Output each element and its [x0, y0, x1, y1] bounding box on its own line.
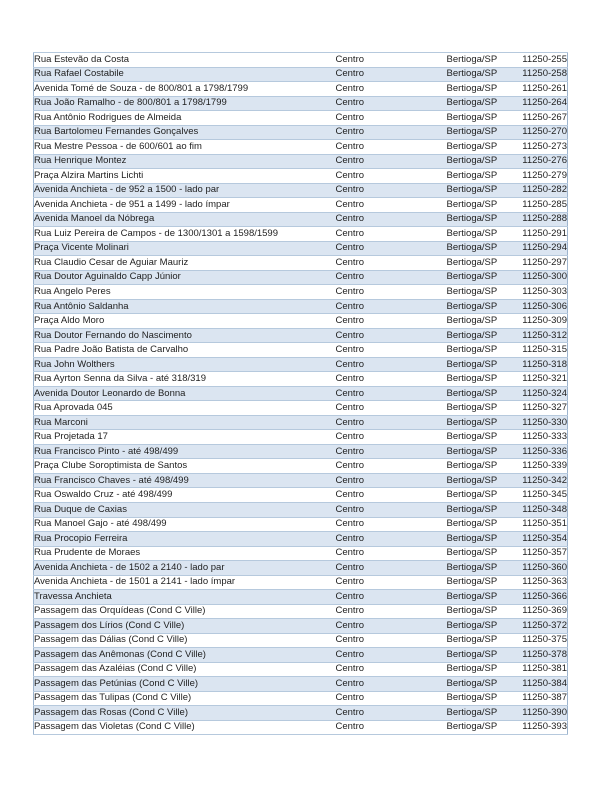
- table-row: [34, 648, 568, 663]
- city-cell: Bertioga/SP: [447, 67, 512, 82]
- cep-cell: 11250-312: [512, 328, 568, 343]
- district-cell: Centro: [336, 561, 447, 576]
- street-cell: Rua Francisco Chaves - até 498/499: [34, 473, 336, 488]
- street-cell: Praça Aldo Moro: [34, 314, 336, 329]
- city-cell: Bertioga/SP: [447, 677, 512, 692]
- table-row: [34, 372, 568, 387]
- table-row: [34, 212, 568, 227]
- cep-cell: 11250-294: [512, 241, 568, 256]
- district-cell: Centro: [336, 343, 447, 358]
- table-row: [34, 401, 568, 416]
- city-cell: Bertioga/SP: [447, 96, 512, 111]
- city-cell: Bertioga/SP: [447, 459, 512, 474]
- table-row: [34, 125, 568, 140]
- city-cell: Bertioga/SP: [447, 502, 512, 517]
- city-cell: Bertioga/SP: [447, 299, 512, 314]
- table-row: [34, 227, 568, 242]
- street-cell: Passagem das Azaléias (Cond C Ville): [34, 662, 336, 677]
- district-cell: Centro: [336, 314, 447, 329]
- street-cell: Rua Doutor Aguinaldo Capp Júnior: [34, 270, 336, 285]
- cep-cell: 11250-381: [512, 662, 568, 677]
- district-cell: Centro: [336, 415, 447, 430]
- street-cell: Passagem das Violetas (Cond C Ville): [34, 720, 336, 735]
- district-cell: Centro: [336, 430, 447, 445]
- district-cell: Centro: [336, 111, 447, 126]
- district-cell: Centro: [336, 677, 447, 692]
- city-cell: Bertioga/SP: [447, 517, 512, 532]
- city-cell: Bertioga/SP: [447, 198, 512, 213]
- table-row: [34, 561, 568, 576]
- district-cell: Centro: [336, 401, 447, 416]
- table-row: [34, 546, 568, 561]
- city-cell: Bertioga/SP: [447, 270, 512, 285]
- city-cell: Bertioga/SP: [447, 372, 512, 387]
- table-row: [34, 590, 568, 605]
- city-cell: Bertioga/SP: [447, 532, 512, 547]
- city-cell: Bertioga/SP: [447, 328, 512, 343]
- district-cell: Centro: [336, 619, 447, 634]
- district-cell: Centro: [336, 82, 447, 97]
- cep-cell: 11250-282: [512, 183, 568, 198]
- table-row: [34, 183, 568, 198]
- street-cell: Rua Marconi: [34, 415, 336, 430]
- street-cell: Passagem das Rosas (Cond C Ville): [34, 706, 336, 721]
- city-cell: Bertioga/SP: [447, 154, 512, 169]
- city-cell: Bertioga/SP: [447, 590, 512, 605]
- cep-cell: 11250-390: [512, 706, 568, 721]
- cep-cell: 11250-357: [512, 546, 568, 561]
- table-row: [34, 473, 568, 488]
- table-row: [34, 96, 568, 111]
- city-cell: Bertioga/SP: [447, 430, 512, 445]
- street-cell: Praça Vicente Molinari: [34, 241, 336, 256]
- district-cell: Centro: [336, 488, 447, 503]
- cep-cell: 11250-309: [512, 314, 568, 329]
- street-cell: Passagem dos Lírios (Cond C Ville): [34, 619, 336, 634]
- cep-cell: 11250-330: [512, 415, 568, 430]
- cep-cell: 11250-345: [512, 488, 568, 503]
- cep-cell: 11250-303: [512, 285, 568, 300]
- city-cell: Bertioga/SP: [447, 227, 512, 242]
- cep-cell: 11250-255: [512, 53, 568, 68]
- cep-cell: 11250-333: [512, 430, 568, 445]
- table-row: [34, 662, 568, 677]
- city-cell: Bertioga/SP: [447, 140, 512, 155]
- table-row: [34, 502, 568, 517]
- table-row: [34, 459, 568, 474]
- table-row: [34, 82, 568, 97]
- table-row: [34, 517, 568, 532]
- city-cell: Bertioga/SP: [447, 53, 512, 68]
- street-cell: Rua Angelo Peres: [34, 285, 336, 300]
- cep-cell: 11250-297: [512, 256, 568, 271]
- table-row: [34, 604, 568, 619]
- district-cell: Centro: [336, 183, 447, 198]
- cep-cell: 11250-306: [512, 299, 568, 314]
- district-cell: Centro: [336, 270, 447, 285]
- district-cell: Centro: [336, 720, 447, 735]
- cep-table-body: [34, 53, 568, 735]
- district-cell: Centro: [336, 198, 447, 213]
- city-cell: Bertioga/SP: [447, 546, 512, 561]
- city-cell: Bertioga/SP: [447, 633, 512, 648]
- district-cell: Centro: [336, 299, 447, 314]
- street-cell: Passagem das Dálias (Cond C Ville): [34, 633, 336, 648]
- district-cell: Centro: [336, 532, 447, 547]
- city-cell: Bertioga/SP: [447, 662, 512, 677]
- street-cell: Rua Padre João Batista de Carvalho: [34, 343, 336, 358]
- district-cell: Centro: [336, 459, 447, 474]
- city-cell: Bertioga/SP: [447, 285, 512, 300]
- city-cell: Bertioga/SP: [447, 111, 512, 126]
- city-cell: Bertioga/SP: [447, 256, 512, 271]
- street-cell: Avenida Anchieta - de 1502 a 2140 - lado par: [34, 561, 336, 576]
- district-cell: Centro: [336, 357, 447, 372]
- cep-cell: 11250-285: [512, 198, 568, 213]
- street-cell: Rua João Ramalho - de 800/801 a 1798/1799: [34, 96, 336, 111]
- cep-cell: 11250-264: [512, 96, 568, 111]
- street-cell: Rua Claudio Cesar de Aguiar Mauriz: [34, 256, 336, 271]
- city-cell: Bertioga/SP: [447, 604, 512, 619]
- cep-cell: 11250-279: [512, 169, 568, 184]
- district-cell: Centro: [336, 604, 447, 619]
- street-cell: Rua Mestre Pessoa - de 600/601 ao fim: [34, 140, 336, 155]
- cep-cell: 11250-348: [512, 502, 568, 517]
- district-cell: Centro: [336, 328, 447, 343]
- city-cell: Bertioga/SP: [447, 241, 512, 256]
- table-row: [34, 633, 568, 648]
- table-row: [34, 357, 568, 372]
- district-cell: Centro: [336, 691, 447, 706]
- city-cell: Bertioga/SP: [447, 343, 512, 358]
- cep-cell: 11250-375: [512, 633, 568, 648]
- cep-cell: 11250-339: [512, 459, 568, 474]
- street-cell: Rua Luiz Pereira de Campos - de 1300/1301 a 1598/1599: [34, 227, 336, 242]
- district-cell: Centro: [336, 648, 447, 663]
- cep-table: [33, 52, 568, 735]
- city-cell: Bertioga/SP: [447, 473, 512, 488]
- city-cell: Bertioga/SP: [447, 720, 512, 735]
- table-row: [34, 256, 568, 271]
- district-cell: Centro: [336, 154, 447, 169]
- cep-cell: 11250-267: [512, 111, 568, 126]
- street-cell: Rua Prudente de Moraes: [34, 546, 336, 561]
- city-cell: Bertioga/SP: [447, 706, 512, 721]
- city-cell: Bertioga/SP: [447, 401, 512, 416]
- street-cell: Praça Clube Soroptimista de Santos: [34, 459, 336, 474]
- district-cell: Centro: [336, 662, 447, 677]
- district-cell: Centro: [336, 590, 447, 605]
- city-cell: Bertioga/SP: [447, 648, 512, 663]
- table-row: [34, 140, 568, 155]
- table-row: [34, 430, 568, 445]
- street-cell: Rua Antônio Saldanha: [34, 299, 336, 314]
- district-cell: Centro: [336, 285, 447, 300]
- city-cell: Bertioga/SP: [447, 183, 512, 198]
- street-cell: Rua Aprovada 045: [34, 401, 336, 416]
- city-cell: Bertioga/SP: [447, 575, 512, 590]
- cep-cell: 11250-354: [512, 532, 568, 547]
- table-row: [34, 677, 568, 692]
- cep-cell: 11250-372: [512, 619, 568, 634]
- cep-cell: 11250-273: [512, 140, 568, 155]
- cep-cell: 11250-288: [512, 212, 568, 227]
- street-cell: Rua Estevão da Costa: [34, 53, 336, 68]
- cep-cell: 11250-363: [512, 575, 568, 590]
- street-cell: Rua Francisco Pinto - até 498/499: [34, 444, 336, 459]
- table-row: [34, 444, 568, 459]
- street-cell: Rua Bartolomeu Fernandes Gonçalves: [34, 125, 336, 140]
- cep-cell: 11250-276: [512, 154, 568, 169]
- city-cell: Bertioga/SP: [447, 314, 512, 329]
- city-cell: Bertioga/SP: [447, 125, 512, 140]
- street-cell: Rua Duque de Caxias: [34, 502, 336, 517]
- street-cell: Rua Rafael Costabile: [34, 67, 336, 82]
- district-cell: Centro: [336, 372, 447, 387]
- city-cell: Bertioga/SP: [447, 444, 512, 459]
- street-cell: Praça Alzira Martins Lichti: [34, 169, 336, 184]
- city-cell: Bertioga/SP: [447, 82, 512, 97]
- cep-cell: 11250-378: [512, 648, 568, 663]
- cep-cell: 11250-291: [512, 227, 568, 242]
- table-row: [34, 53, 568, 68]
- table-row: [34, 270, 568, 285]
- table-row: [34, 299, 568, 314]
- city-cell: Bertioga/SP: [447, 488, 512, 503]
- district-cell: Centro: [336, 256, 447, 271]
- street-cell: Avenida Tomé de Souza - de 800/801 a 1798/1799: [34, 82, 336, 97]
- table-row: [34, 343, 568, 358]
- district-cell: Centro: [336, 706, 447, 721]
- cep-cell: 11250-387: [512, 691, 568, 706]
- table-row: [34, 314, 568, 329]
- street-cell: Rua Doutor Fernando do Nascimento: [34, 328, 336, 343]
- table-row: [34, 169, 568, 184]
- table-row: [34, 619, 568, 634]
- street-cell: Avenida Doutor Leonardo de Bonna: [34, 386, 336, 401]
- street-cell: Passagem das Anêmonas (Cond C Ville): [34, 648, 336, 663]
- table-row: [34, 386, 568, 401]
- street-cell: Rua Projetada 17: [34, 430, 336, 445]
- district-cell: Centro: [336, 517, 447, 532]
- street-cell: Passagem das Tulipas (Cond C Ville): [34, 691, 336, 706]
- district-cell: Centro: [336, 241, 447, 256]
- table-row: [34, 706, 568, 721]
- cep-cell: 11250-270: [512, 125, 568, 140]
- table-row: [34, 154, 568, 169]
- city-cell: Bertioga/SP: [447, 691, 512, 706]
- district-cell: Centro: [336, 140, 447, 155]
- table-row: [34, 198, 568, 213]
- district-cell: Centro: [336, 473, 447, 488]
- cep-cell: 11250-324: [512, 386, 568, 401]
- cep-cell: 11250-342: [512, 473, 568, 488]
- street-cell: Rua Antônio Rodrigues de Almeida: [34, 111, 336, 126]
- district-cell: Centro: [336, 169, 447, 184]
- cep-cell: 11250-258: [512, 67, 568, 82]
- city-cell: Bertioga/SP: [447, 169, 512, 184]
- cep-cell: 11250-318: [512, 357, 568, 372]
- district-cell: Centro: [336, 212, 447, 227]
- table-row: [34, 415, 568, 430]
- cep-cell: 11250-300: [512, 270, 568, 285]
- table-row: [34, 241, 568, 256]
- table-row: [34, 285, 568, 300]
- district-cell: Centro: [336, 125, 447, 140]
- city-cell: Bertioga/SP: [447, 619, 512, 634]
- district-cell: Centro: [336, 546, 447, 561]
- city-cell: Bertioga/SP: [447, 561, 512, 576]
- district-cell: Centro: [336, 67, 447, 82]
- street-cell: Avenida Anchieta - de 1501 a 2141 - lado ímpar: [34, 575, 336, 590]
- table-row: [34, 575, 568, 590]
- table-row: [34, 720, 568, 735]
- cep-cell: 11250-351: [512, 517, 568, 532]
- street-cell: Rua John Wolthers: [34, 357, 336, 372]
- cep-cell: 11250-315: [512, 343, 568, 358]
- street-cell: Avenida Anchieta - de 952 a 1500 - lado par: [34, 183, 336, 198]
- cep-cell: 11250-393: [512, 720, 568, 735]
- district-cell: Centro: [336, 227, 447, 242]
- street-cell: Rua Ayrton Senna da Silva - até 318/319: [34, 372, 336, 387]
- district-cell: Centro: [336, 633, 447, 648]
- table-row: [34, 691, 568, 706]
- district-cell: Centro: [336, 502, 447, 517]
- cep-cell: 11250-360: [512, 561, 568, 576]
- cep-cell: 11250-369: [512, 604, 568, 619]
- street-cell: Rua Manoel Gajo - até 498/499: [34, 517, 336, 532]
- street-cell: Avenida Manoel da Nóbrega: [34, 212, 336, 227]
- district-cell: Centro: [336, 444, 447, 459]
- table-row: [34, 111, 568, 126]
- street-cell: Passagem das Orquídeas (Cond C Ville): [34, 604, 336, 619]
- cep-cell: 11250-321: [512, 372, 568, 387]
- city-cell: Bertioga/SP: [447, 212, 512, 227]
- table-row: [34, 488, 568, 503]
- city-cell: Bertioga/SP: [447, 415, 512, 430]
- street-cell: Rua Henrique Montez: [34, 154, 336, 169]
- street-cell: Passagem das Petúnias (Cond C Ville): [34, 677, 336, 692]
- district-cell: Centro: [336, 96, 447, 111]
- cep-cell: 11250-261: [512, 82, 568, 97]
- cep-cell: 11250-327: [512, 401, 568, 416]
- street-cell: Rua Oswaldo Cruz - até 498/499: [34, 488, 336, 503]
- street-cell: Rua Procopio Ferreira: [34, 532, 336, 547]
- district-cell: Centro: [336, 53, 447, 68]
- table-row: [34, 328, 568, 343]
- cep-cell: 11250-336: [512, 444, 568, 459]
- cep-cell: 11250-384: [512, 677, 568, 692]
- district-cell: Centro: [336, 575, 447, 590]
- street-cell: Avenida Anchieta - de 951 a 1499 - lado ímpar: [34, 198, 336, 213]
- city-cell: Bertioga/SP: [447, 386, 512, 401]
- street-cell: Travessa Anchieta: [34, 590, 336, 605]
- city-cell: Bertioga/SP: [447, 357, 512, 372]
- district-cell: Centro: [336, 386, 447, 401]
- table-row: [34, 67, 568, 82]
- cep-cell: 11250-366: [512, 590, 568, 605]
- table-row: [34, 532, 568, 547]
